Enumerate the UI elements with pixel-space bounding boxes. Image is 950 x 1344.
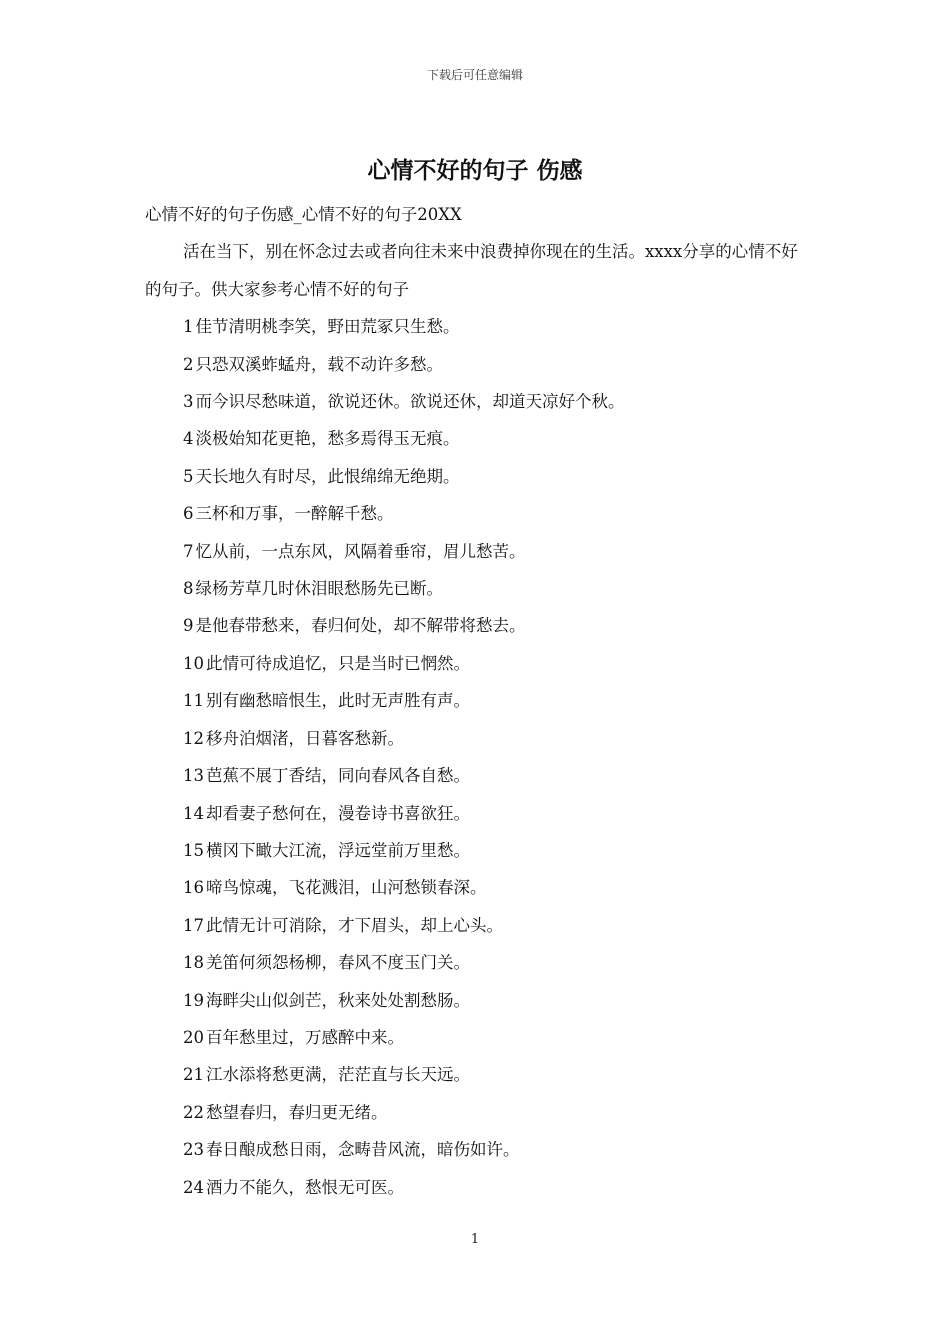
list-item [145, 570, 810, 607]
list-item-number: 9 [183, 616, 194, 636]
list-item-number: 4 [183, 429, 194, 449]
list-item-number: 15 [183, 840, 204, 860]
list-item-text: 忆从前，一点东风，风隔着垂帘，眉儿愁苦。 [195, 541, 526, 561]
list-item-text: 百年愁里过，万感醉中来。 [206, 1027, 404, 1047]
list-item [145, 1019, 810, 1056]
sentence-list [145, 308, 810, 1206]
list-item-number: 1 [183, 317, 194, 337]
list-item-text: 横冈下瞰大江流，浮远堂前万里愁。 [206, 840, 470, 860]
list-item-text: 江水添将愁更满，茫茫直与长天远。 [206, 1065, 470, 1085]
list-item-number: 5 [183, 466, 194, 486]
list-item [145, 308, 810, 345]
list-item [145, 533, 810, 570]
list-item [145, 795, 810, 832]
document-body [145, 196, 810, 1206]
list-item-text: 愁望春归，春归更无绪。 [206, 1102, 388, 1122]
list-item [145, 757, 810, 794]
list-item-text: 啼鸟惊魂，飞花溅泪，山河愁锁春深。 [206, 878, 487, 898]
list-item-text: 海畔尖山似剑芒，秋来处处割愁肠。 [206, 990, 470, 1010]
list-item-text: 三杯和万事，一醉解千愁。 [195, 504, 394, 524]
list-item-text: 别有幽愁暗恨生，此时无声胜有声。 [206, 691, 470, 711]
list-item-text: 此情可待成追忆，只是当时已惘然。 [206, 653, 470, 673]
subtitle: 心情不好的句子伤感_心情不好的句子20XX [145, 205, 462, 224]
list-item [145, 383, 810, 420]
list-item [145, 720, 810, 757]
list-item-number: 12 [183, 728, 204, 748]
list-item-number: 10 [183, 653, 204, 673]
list-item [145, 1131, 810, 1168]
list-item-number: 11 [183, 691, 204, 711]
list-item-number: 3 [183, 392, 194, 412]
list-item-number: 23 [183, 1140, 204, 1160]
list-item-number: 14 [183, 803, 204, 823]
list-item [145, 682, 810, 719]
list-item-text: 此情无计可消除，才下眉头，却上心头。 [206, 915, 503, 935]
list-item-number: 16 [183, 878, 204, 898]
page-number: 1 [470, 1232, 480, 1247]
list-item [145, 1094, 810, 1131]
list-item [145, 869, 810, 906]
list-item-number: 20 [183, 1027, 204, 1047]
list-item-text: 天长地久有时尽，此恨绵绵无绝期。 [195, 466, 460, 486]
list-item-text: 而今识尽愁味道，欲说还休。欲说还休，却道天凉好个秋。 [195, 392, 625, 412]
list-item-number: 24 [183, 1177, 204, 1197]
list-item-text: 移舟泊烟渚，日暮客愁新。 [206, 728, 404, 748]
list-item-number: 7 [183, 541, 194, 561]
list-item-text: 是他春带愁来，春归何处，却不解带将愁去。 [195, 616, 526, 636]
list-item-number: 8 [183, 579, 194, 599]
list-item [145, 607, 810, 644]
list-item [145, 458, 810, 495]
list-item [145, 420, 810, 457]
list-item-text: 佳节清明桃李笑，野田荒冢只生愁。 [195, 317, 460, 337]
list-item-text: 淡极始知花更艳，愁多焉得玉无痕。 [195, 429, 460, 449]
list-item-number: 19 [183, 990, 204, 1010]
list-item-text: 绿杨芳草几时休泪眼愁肠先已断。 [195, 579, 443, 599]
list-item-number: 18 [183, 953, 204, 973]
list-item-text: 羌笛何须怨杨柳，春风不度玉门关。 [206, 953, 470, 973]
header-note: 下载后可任意编辑 [426, 68, 523, 82]
list-item-text: 只恐双溪蚱蜢舟，载不动许多愁。 [195, 354, 443, 374]
list-item-number: 21 [183, 1065, 204, 1085]
list-item [145, 1056, 810, 1093]
list-item [145, 645, 810, 682]
list-item-number: 2 [183, 354, 194, 374]
list-item [145, 346, 810, 383]
list-item [145, 944, 810, 981]
list-item-text: 却看妻子愁何在，漫卷诗书喜欲狂。 [206, 803, 470, 823]
list-item-number: 22 [183, 1102, 204, 1122]
list-item [145, 982, 810, 1019]
list-item [145, 832, 810, 869]
list-item-text: 春日酿成愁日雨，念畴昔风流，暗伤如许。 [206, 1140, 520, 1160]
page-title: 心情不好的句子 伤感 [367, 158, 583, 184]
list-item [145, 495, 810, 532]
list-item [145, 1169, 810, 1206]
intro-paragraph: 活在当下，别在怀念过去或者向往未来中浪费掉你现在的生活。xxxx分享的心情不好的句子。供大家参考心情不好的句子 [145, 242, 798, 299]
list-item [145, 907, 810, 944]
list-item-text: 芭蕉不展丁香结，同向春风各自愁。 [206, 766, 470, 786]
list-item-number: 17 [183, 915, 204, 935]
list-item-text: 酒力不能久，愁恨无可医。 [206, 1177, 404, 1197]
list-item-number: 6 [183, 504, 194, 524]
list-item-number: 13 [183, 766, 204, 786]
